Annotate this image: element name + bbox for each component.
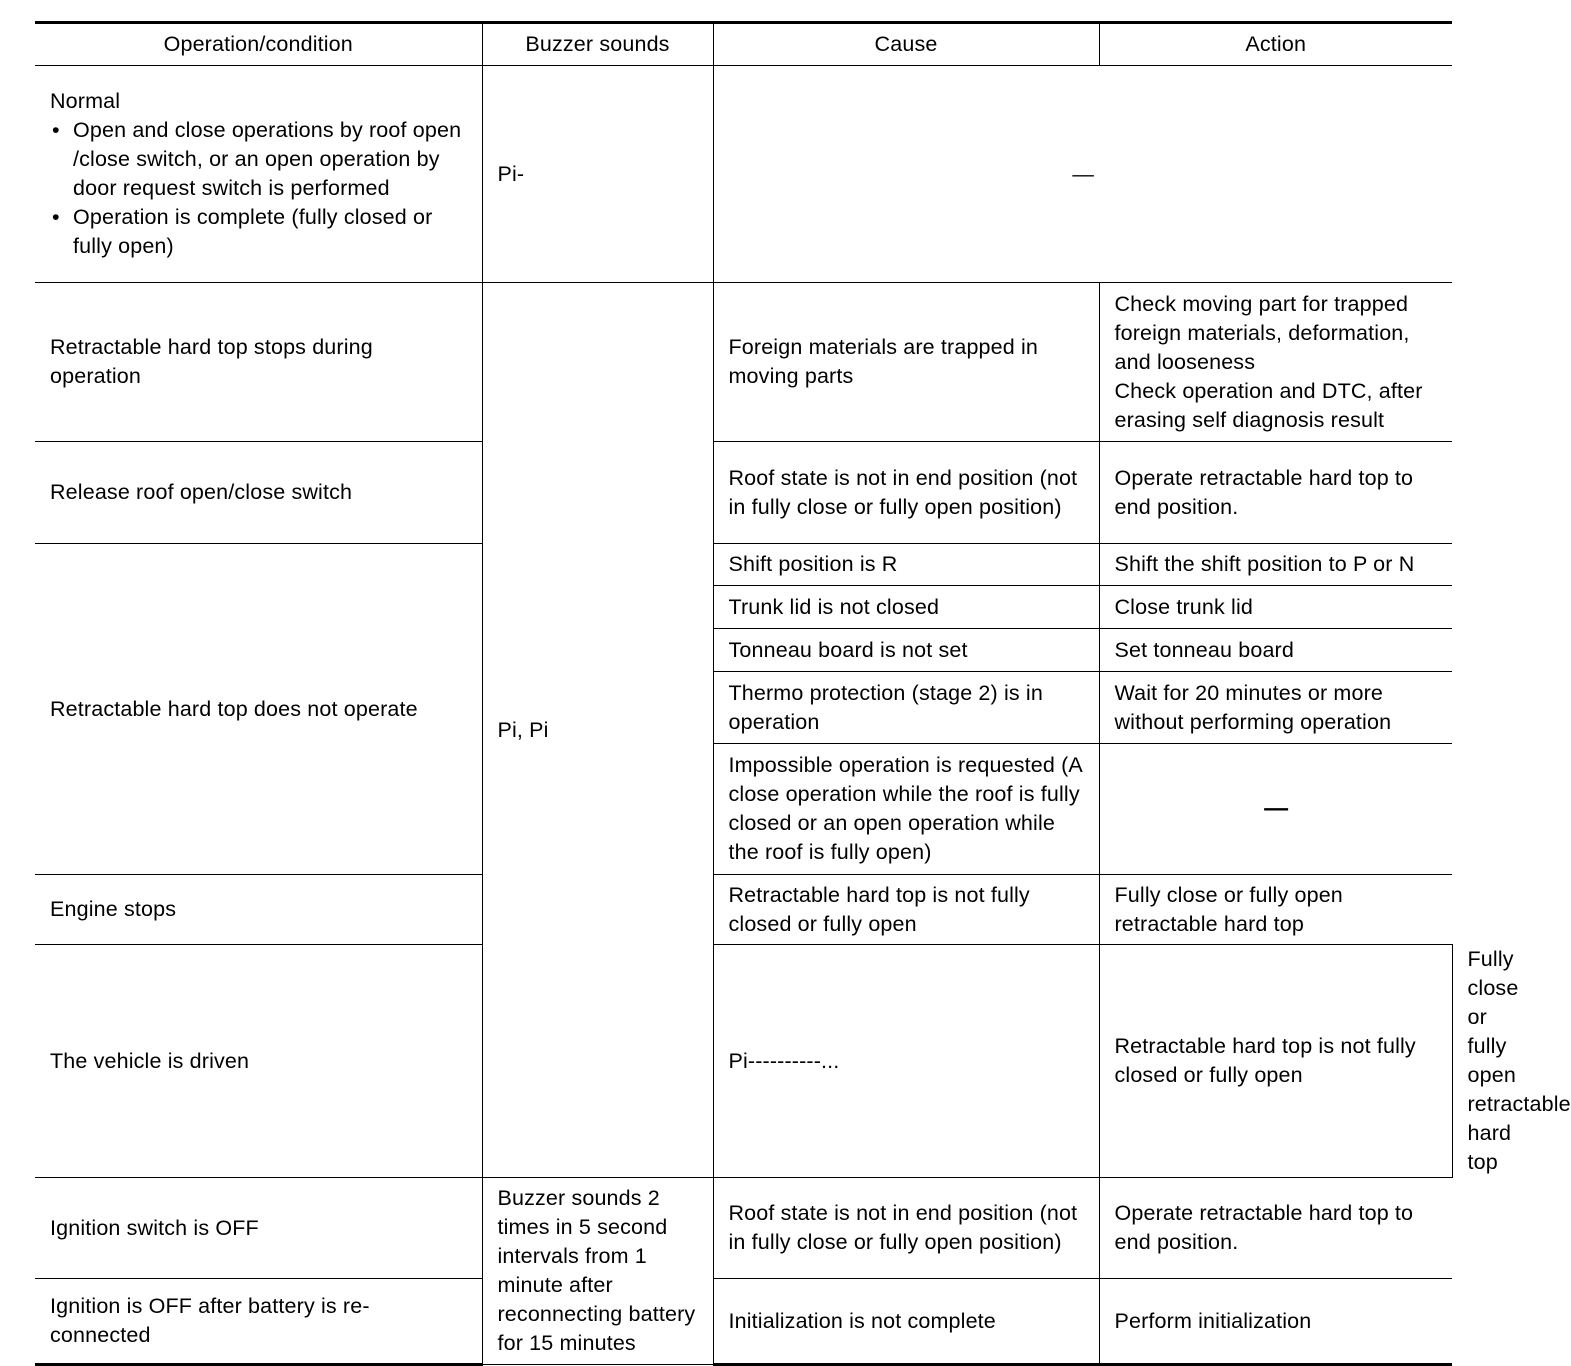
condition-cell: [35, 66, 482, 283]
cause-cell: Tonneau board is not set: [713, 629, 1099, 672]
not-applicable-dash: —: [1264, 795, 1289, 822]
condition-title: Normal: [50, 89, 121, 113]
cause-cell: Initialization is not complete: [713, 1279, 1099, 1365]
table-row: The vehicle is driven Pi----------... Retractable hard top is not fully closed or fully open Fully close or fully open retractable hard top: [35, 945, 1452, 1178]
list-item: • Operation is complete (fully closed or fully open): [50, 203, 468, 261]
cause-cell: Retractable hard top is not fully closed or fully open: [713, 875, 1099, 945]
action-cell: Wait for 20 minutes or more without performing operation: [1099, 672, 1452, 744]
buzzer-cell: Buzzer sounds 2 times in 5 second intervals from 1 minute after reconnecting battery for 15 minutes: [482, 1178, 713, 1365]
cause-cell: Foreign materials are trapped in moving parts: [713, 283, 1099, 442]
buzzer-cell: Pi----------...: [713, 945, 1099, 1178]
not-applicable-dash: —: [1072, 161, 1095, 186]
condition-cell: Retractable hard top does not operate: [35, 544, 482, 875]
action-cell: [1099, 744, 1452, 875]
cause-cell: Roof state is not in end position (not in fully close or fully open position): [713, 1178, 1099, 1279]
header-cause: Cause: [713, 23, 1099, 66]
buzzer-cell: Pi-: [482, 66, 713, 283]
action-cell: Shift the shift position to P or N: [1099, 544, 1452, 586]
action-cell: Close trunk lid: [1099, 586, 1452, 629]
table-row: [35, 283, 1452, 442]
condition-bullet-list: [50, 116, 468, 261]
action-cell: Operate retractable hard top to end position.: [1099, 442, 1452, 544]
table-row: [35, 66, 1452, 283]
condition-cell: The vehicle is driven: [35, 945, 482, 1178]
table-row: [35, 544, 1452, 586]
header-action: Action: [1099, 23, 1452, 66]
table-row: [35, 875, 1452, 945]
cause-cell: Retractable hard top is not fully closed or fully open: [1099, 945, 1452, 1178]
action-line: Check operation and DTC, after erasing self diagnosis result: [1114, 378, 1423, 432]
table-row: [35, 1178, 1452, 1279]
table-row: [35, 442, 1452, 544]
action-cell: Set tonneau board: [1099, 629, 1452, 672]
condition-cell: Retractable hard top stops during operation: [35, 283, 482, 442]
condition-cell: Ignition switch is OFF: [35, 1178, 482, 1279]
cause-cell: Shift position is R: [713, 544, 1099, 586]
cause-cell: Thermo protection (stage 2) is in operation: [713, 672, 1099, 744]
header-row: [35, 23, 1452, 66]
table-row: [35, 1279, 1452, 1365]
action-cell: [1099, 283, 1452, 442]
condition-cell: Engine stops: [35, 875, 482, 945]
action-cell: Fully close or fully open retractable hard top: [1099, 875, 1452, 945]
cause-action-cell: [713, 66, 1452, 283]
action-cell: Operate retractable hard top to end position.: [1099, 1178, 1452, 1279]
header-buzzer-sounds: Buzzer sounds: [482, 23, 713, 66]
list-item: • Open and close operations by roof open /close switch, or an open operation by door request switch is performed: [50, 116, 468, 203]
header-operation-condition: Operation/condition: [35, 23, 482, 66]
condition-cell: Ignition is OFF after battery is re-connected: [35, 1279, 482, 1365]
cause-cell: Roof state is not in end position (not in fully close or fully open position): [713, 442, 1099, 544]
cause-cell: Impossible operation is requested (A close operation while the roof is fully closed or an open operation while the roof is fully open): [713, 744, 1099, 875]
cause-cell: Trunk lid is not closed: [713, 586, 1099, 629]
action-cell: Perform initialization: [1099, 1279, 1452, 1365]
action-line: Check moving part for trapped foreign materials, deformation, and looseness: [1114, 291, 1410, 374]
buzzer-diagnosis-table: [35, 21, 1571, 1366]
condition-cell: Release roof open/close switch: [35, 442, 482, 544]
buzzer-cell: Pi, Pi: [482, 283, 713, 1178]
